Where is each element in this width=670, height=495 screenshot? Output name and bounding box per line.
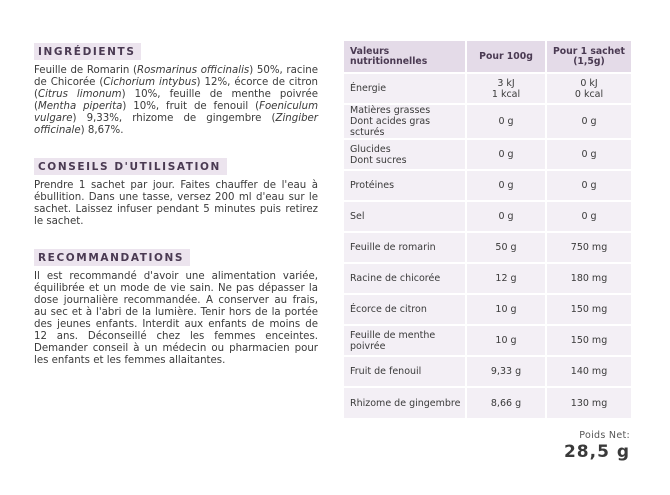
usage-section: [34, 155, 318, 228]
nutrition-table: [344, 41, 631, 418]
header-per-sachet: [546, 41, 631, 73]
nutrition-cell-label-line: Protéines: [350, 180, 395, 191]
nutrition-cell-per100-line: 1 kcal: [491, 88, 521, 100]
nutrition-row: [344, 387, 631, 418]
nutrition-cell-per100-line: 0 g: [498, 149, 514, 160]
nutrition-cell-sachet-line: 0 g: [581, 149, 597, 160]
ingredients-latin-name: Foeniculum vulgare: [34, 101, 319, 124]
nutrition-cell-per100: [466, 104, 546, 139]
nutrition-cell-sachet: [546, 294, 631, 325]
nutrition-row: [344, 104, 631, 139]
nutrition-cell-per100-line: 10 g: [495, 304, 517, 315]
nutrition-cell-label-line: Rhizome de gingembre: [350, 397, 461, 409]
nutrition-header-row: [344, 41, 631, 73]
header-per-sachet-line: Pour 1 sachet: [552, 45, 626, 57]
nutrition-cell-per100: [466, 232, 546, 263]
nutrition-cell-label: [344, 139, 466, 170]
nutrition-cell-label-line: Fruit de fenouil: [350, 366, 422, 377]
nutrition-cell-sachet-line: 150 mg: [570, 304, 608, 315]
nutrition-cell-label: [344, 263, 466, 294]
nutrition-cell-label-line: Feuille de menthe: [350, 329, 436, 341]
nutrition-cell-sachet: [546, 387, 631, 418]
usage-heading: CONSEILS D'UTILISATION: [34, 158, 227, 175]
nutrition-cell-per100-line: 9,33 g: [490, 366, 522, 377]
nutrition-row: [344, 263, 631, 294]
header-nutrition-values: Valeurs nutritionnelles: [344, 41, 466, 73]
nutrition-cell-label: [344, 387, 466, 418]
nutrition-cell-label-line: Glucides: [350, 143, 391, 155]
ingredients-latin-name: Mentha piperita: [37, 101, 123, 112]
nutrition-cell-label-line: poivrée: [350, 340, 386, 352]
nutrition-cell-per100: [466, 73, 546, 104]
nutrition-cell-sachet-line: 750 mg: [570, 242, 608, 253]
ingredients-text-part: ) 10%, feuille de menthe poivrée (: [34, 89, 318, 112]
nutrition-row: [344, 73, 631, 104]
nutrition-cell-per100-line: 12 g: [495, 273, 517, 284]
nutrition-cell-per100-line: 0 g: [498, 116, 514, 127]
nutrition-cell-sachet: [546, 170, 631, 201]
nutrition-cell-per100-line: 0 g: [498, 180, 514, 191]
nutrition-row: [344, 201, 631, 232]
nutrition-row: [344, 232, 631, 263]
nutrition-cell-sachet-line: 0 g: [581, 211, 597, 222]
nutrition-cell-per100-line: 50 g: [495, 242, 517, 253]
nutrition-cell-per100: [466, 139, 546, 170]
nutrition-cell-sachet-line: 0 g: [581, 180, 597, 191]
ingredients-text-part: ) 12%, écorce de citron (: [34, 77, 319, 100]
nutrition-cell-label-line: Sel: [350, 211, 365, 222]
net-weight-label: Poids Net:: [579, 430, 630, 441]
left-column: [34, 40, 318, 385]
ingredients-text-part: ) 9,33%, rhizome de gingembre (: [72, 113, 276, 124]
ingredients-text-part: Feuille de Romarin (: [34, 65, 137, 76]
header-per-100g: Pour 100g: [466, 41, 546, 73]
nutrition-cell-label-line: Matières grasses: [350, 105, 431, 116]
nutrition-cell-label: [344, 232, 466, 263]
nutrition-cell-per100-line: 10 g: [495, 335, 517, 346]
nutrition-cell-label: [344, 356, 466, 387]
nutrition-row: [344, 356, 631, 387]
nutrition-cell-sachet: [546, 356, 631, 387]
nutrition-cell-label-line: Écorce de citron: [350, 304, 427, 315]
nutrition-cell-per100-line: 3 kJ: [497, 77, 515, 89]
recommendations-heading: RECOMMANDATIONS: [34, 249, 190, 266]
net-weight: [564, 430, 630, 462]
nutrition-cell-sachet: [546, 201, 631, 232]
nutrition-cell-per100-line: 8,66 g: [490, 397, 522, 409]
nutrition-cell-sachet-line: 150 mg: [570, 335, 608, 346]
ingredients-latin-name: Rosmarinus officinalis: [137, 65, 250, 76]
nutrition-row: [344, 139, 631, 170]
ingredients-latin-name: Cichorium intybus: [103, 77, 197, 88]
ingredients-latin-name: Citrus limonum: [37, 89, 122, 100]
nutrition-row: [344, 170, 631, 201]
nutrition-cell-per100-line: 0 g: [498, 211, 514, 222]
nutrition-cell-per100: [466, 170, 546, 201]
nutrition-cell-sachet-line: 180 mg: [570, 273, 608, 284]
nutrition-cell-sachet-line: 130 mg: [570, 397, 608, 409]
nutrition-cell-sachet-line: 140 mg: [570, 366, 608, 377]
nutrition-cell-sachet-line: 0 g: [581, 116, 597, 127]
nutrition-cell-label-line: Dont acides gras scturés: [350, 116, 431, 138]
nutrition-cell-sachet: [546, 104, 631, 139]
nutrition-cell-label: [344, 201, 466, 232]
recommendations-section: [34, 246, 318, 367]
nutrition-row: [344, 325, 631, 356]
nutrition-cell-per100: [466, 263, 546, 294]
nutrition-cell-label-line: Feuille de romarin: [350, 242, 436, 253]
nutrition-cell-label: [344, 170, 466, 201]
nutrition-cell-label: [344, 294, 466, 325]
ingredients-section: [34, 40, 318, 137]
ingredients-latin-name: Zingiber officinale: [34, 113, 318, 136]
usage-text: Prendre 1 sachet par jour. Faites chauffer de l'eau à ébullition. Dans une tasse, versez 200 ml d'eau sur le sachet. Laissez infuser pendant 5 minutes puis retirez le sachet.: [34, 180, 318, 227]
nutrition-cell-sachet: [546, 139, 631, 170]
nutrition-cell-label-line: Énergie: [350, 83, 387, 94]
nutrition-cell-label: [344, 104, 466, 139]
nutrition-cell-per100: [466, 201, 546, 232]
nutrition-cell-label: [344, 325, 466, 356]
nutrition-cell-per100: [466, 356, 546, 387]
net-weight-value: 28,5 g: [563, 442, 630, 462]
nutrition-cell-per100: [466, 294, 546, 325]
nutrition-cell-sachet: [546, 73, 631, 104]
ingredients-text-part: ) 8,67%.: [80, 125, 124, 136]
nutrition-cell-sachet-line: 0 kcal: [574, 88, 604, 100]
nutrition-cell-sachet: [546, 263, 631, 294]
nutrition-cell-label: [344, 73, 466, 104]
ingredients-text: [34, 65, 318, 137]
ingredients-text-part: ) 50%, racine de Chicorée (: [34, 65, 318, 88]
nutrition-cell-sachet: [546, 325, 631, 356]
nutrition-cell-per100: [466, 387, 546, 418]
recommendations-text: Il est recommandé d'avoir une alimentation variée, équilibrée et un mode de vie sain. Ne pas dépasser la dose journalière recommandée. A conserver au frais, au sec et à l'abri de la lumière. Tenir hors de la portée des jeunes enfants. Interdit aux enfants de moins de 12 ans. Déconseillé chez les femmes enceintes. Demander conseil à un médecin ou pharmacien pour les enfants et les femmes allaitantes.: [34, 271, 318, 366]
nutrition-cell-label-line: Racine de chicorée: [350, 273, 441, 284]
ingredients-text-part: ) 10%, fruit de fenouil (: [122, 101, 260, 112]
nutrition-cell-label-line: Dont sucres: [350, 154, 407, 166]
ingredients-heading: INGRÉDIENTS: [34, 43, 141, 60]
nutrition-cell-per100: [466, 325, 546, 356]
nutrition-cell-sachet: [546, 232, 631, 263]
nutrition-row: [344, 294, 631, 325]
nutrition-cell-sachet-line: 0 kJ: [580, 77, 598, 89]
nutrition-table-container: [344, 41, 631, 418]
header-per-sachet-weight: (1,5g): [573, 55, 605, 67]
nutrition-body: [344, 73, 631, 418]
